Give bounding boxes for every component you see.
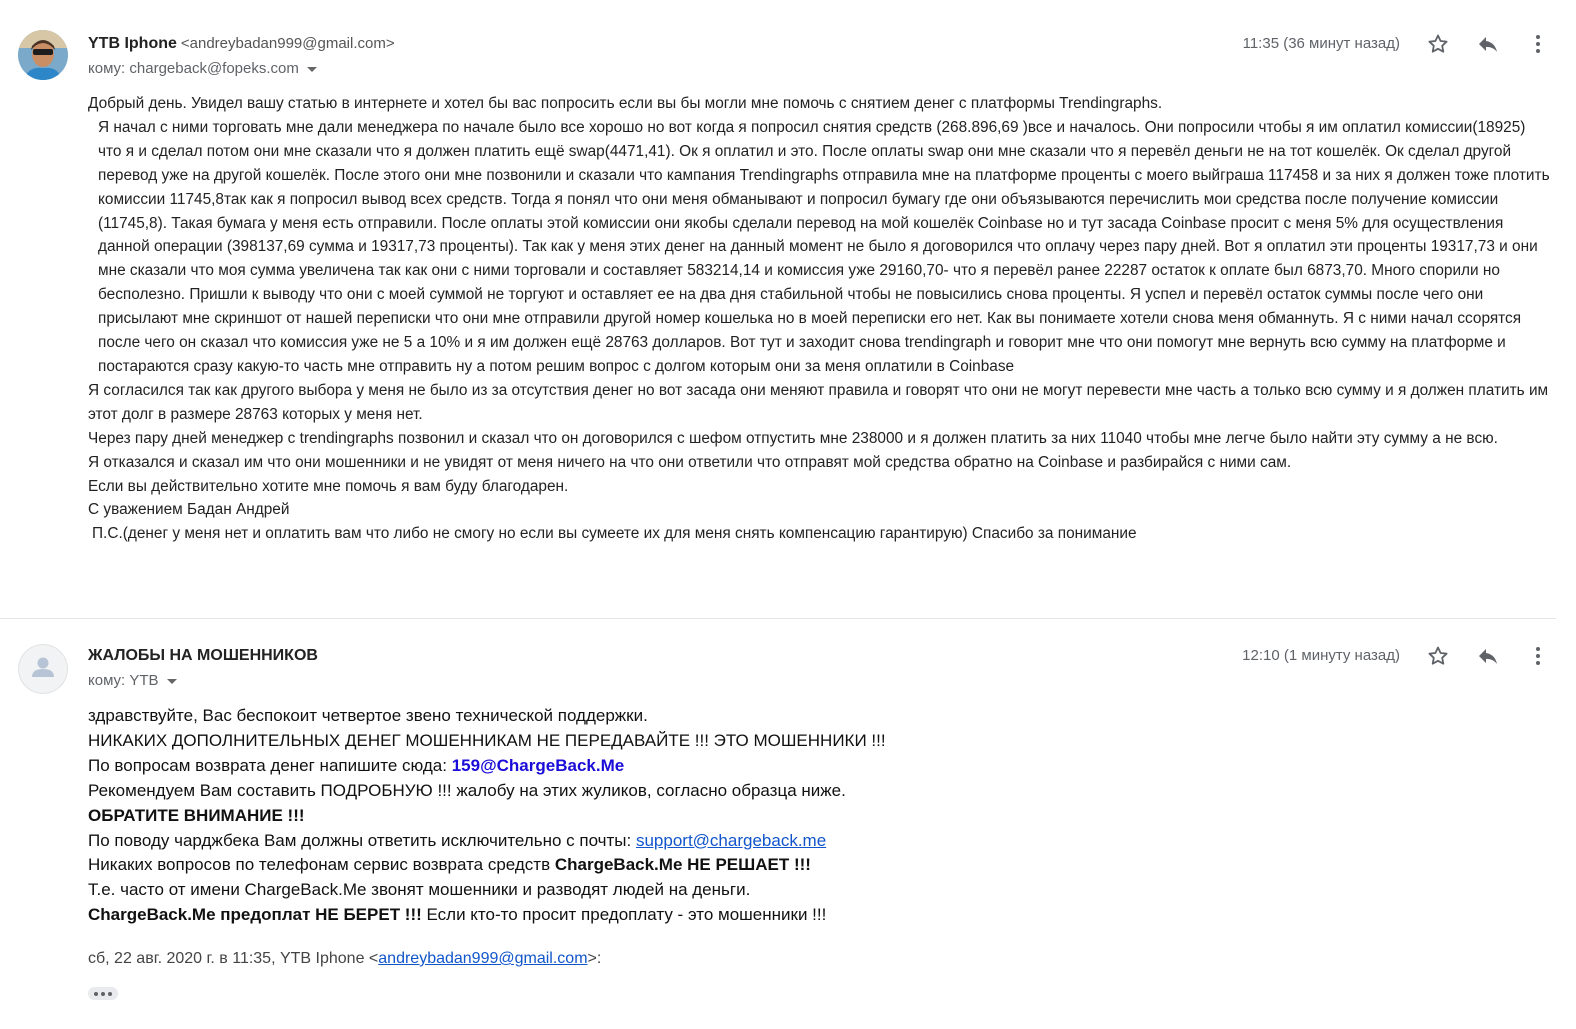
chevron-down-icon[interactable] bbox=[307, 67, 317, 72]
recipient-text: кому: YTB bbox=[88, 672, 159, 689]
body-paragraph: Добрый день. Увидел вашу статью в интернете и хотел бы вас попросить если вы бы могли мне помочь с снятием денег с платформы Trendingraphs. bbox=[88, 95, 1163, 112]
star-icon bbox=[1426, 32, 1450, 56]
body-paragraph: Я отказался и сказал им что они мошенники и не увидят от меня ничего на что они ответили что отправят мой средства обратно на Coinbase и разбирайся с ними сам. bbox=[88, 453, 1292, 471]
sender-name[interactable]: ЖАЛОБЫ НА МОШЕННИКОВ bbox=[88, 647, 318, 664]
reply-button[interactable] bbox=[1474, 30, 1502, 58]
recipient-line[interactable] bbox=[88, 672, 177, 689]
sender-line bbox=[88, 35, 395, 53]
email-message-2 bbox=[0, 620, 1576, 1029]
body-paragraph: Если вы действительно хотите мне помочь я вам буду благодарен. bbox=[88, 477, 569, 495]
reply-line bbox=[88, 903, 1388, 928]
reply-text: По поводу чарджбека Вам должны ответить исключительно с почты: bbox=[88, 830, 636, 850]
star-icon bbox=[1426, 644, 1450, 668]
contact-email[interactable]: 159@ChargeBack.Me bbox=[451, 755, 625, 775]
ellipsis-dot-icon bbox=[94, 992, 98, 996]
more-vert-icon bbox=[1526, 32, 1550, 56]
star-button[interactable] bbox=[1424, 30, 1452, 58]
reply-line bbox=[88, 829, 1388, 854]
show-trimmed-content-button[interactable] bbox=[88, 987, 118, 1000]
reply-body bbox=[88, 704, 1388, 928]
body-paragraph: П.С.(денег у меня нет и оплатить вам что либо не смогу но если вы сумеете их для меня снять компенсацию гарантирую) Спасибо за понимание bbox=[92, 525, 1137, 543]
sender-email: <andreybadan999@gmail.com> bbox=[180, 35, 395, 52]
sender-line bbox=[88, 647, 318, 665]
more-vert-icon bbox=[1526, 644, 1550, 668]
quote-suffix: >: bbox=[587, 950, 602, 967]
body-paragraph: Через пару дней менеджер с trendingraphs позвонил и сказал что он договорился с шефом отпустить мне 238000 и я должен платить за них 11040 чтобы мне легче было найти эту сумму а не всю. bbox=[88, 429, 1498, 447]
body-paragraph: Я согласился так как другого выбора у меня не было из за отсутствия денег но вот засада они меняют правила и говорят что они не могут перевести мне часть а только всю сумму и я должен платить им этот долг в размере 28763 которых у меня нет. bbox=[88, 381, 1549, 423]
reply-line bbox=[88, 853, 1388, 878]
reply-line: Т.е. часто от имени ChargeBack.Me звонят мошенники и разводят людей на деньги. bbox=[88, 880, 751, 900]
message-divider bbox=[0, 618, 1556, 619]
more-options-button[interactable] bbox=[1524, 642, 1552, 670]
sender-avatar[interactable] bbox=[18, 30, 68, 80]
reply-line: здравствуйте, Вас беспокоит четвертое звено технической поддержки. bbox=[88, 706, 648, 725]
ellipsis-dot-icon bbox=[101, 992, 105, 996]
message-body bbox=[88, 92, 1550, 546]
recipient-text: кому: chargeback@fopeks.com bbox=[88, 60, 299, 77]
reply-line bbox=[88, 754, 1388, 779]
body-paragraph: Я начал с ними торговать мне дали менеджера по начале было все хорошо но вот когда я попросил снятия средств (268.896,69 )все и началось. Они попросили чтобы я им оплатил комиссии(18925) что я и сделал потом они мне сказали что я должен платить ещё swap(4471,41). Ок я оплатил и это. После оплаты swap они мне сказали что я перевёл деньги не на тот кошелёк. Ок сделал другой перевод уже на другой кошелёк. После этого они мне позвонили и сказали что кампания Trendingraphs отправила мне на платформе проценты с моего выйграша 117458 и за них я должен тоже плотить комиссии 11745,8так как я попросил вывод всех средств. Тогда я понял что они меня обманывают и попросил бумагу где они объязываются перечислить мои средства после получение комиссии (11745,8). Такая бумага у меня есть отправили. После оплаты этой комиссии они якобы сделали перевод на мой кошелёк Coinbase но и тут засада Coinbase просит с меня 5% для осуществления данной операции (398137,69 сумма и 19317,73 проценты). Так как у меня этих денег на данный момент не было я договорился что оплачу через пару дней. Вот я оплатил эти проценты 19317,73 и они мне сказали что моя сумма увеличена так как они с ними торговали и составляет 583214,14 и комиссия уже 29160,70- что я перевёл ранее 22287 остаток к оплате был 6873,70. Много спорили но бесполезно. Пришли к выводу что они с моей суммой не торгуют и оставляет ее на два дня стабильной чтобы не повысились снова проценты. Я успел и перевёл остаток суммы после чего они присылают мне скриншот от нашей переписки что они мне отправили другой номер кошелька но в моей переписки его нет. Как вы понимаете хотели снова меня обманнуть. Я с ними начал ссорятся после чего он сказал что комиссия уже не 5 а 10% и я им должен ещё 28763 долларов. Вот тут и заходит снова trendingraph и говорит мне что они помогут мне вернуть всю сумму на платформе и постараются сразу какую-то часть мне отправить ну а потом решим вопрос с долгом которым они за меня оплатили в Coinbase bbox=[98, 118, 1550, 375]
recipient-line[interactable] bbox=[88, 60, 317, 77]
sender-name[interactable]: YTB Iphone bbox=[88, 35, 177, 52]
reply-line: ОБРАТИТЕ ВНИМАНИЕ !!! bbox=[88, 805, 305, 825]
reply-text: Если кто-то просит предоплату - это мошенники !!! bbox=[421, 905, 827, 925]
reply-line: Рекомендуем Вам составить ПОДРОБНУЮ !!! жалобу на этих жуликов, согласно образца ниже. bbox=[88, 780, 846, 800]
body-paragraph: С уважением Бадан Андрей bbox=[88, 501, 290, 519]
reply-bold-text: ChargeBack.Me НЕ РЕШАЕТ !!! bbox=[554, 855, 811, 875]
message-time: 11:35 (36 минут назад) bbox=[1242, 35, 1400, 52]
reply-icon bbox=[1476, 644, 1500, 668]
more-options-button[interactable] bbox=[1524, 30, 1552, 58]
support-email-link[interactable]: support@chargeback.me bbox=[635, 830, 827, 850]
person-icon bbox=[18, 644, 68, 694]
quoted-email-link[interactable]: andreybadan999@gmail.com bbox=[378, 950, 588, 967]
reply-text: По вопросам возврата денег напишите сюда: bbox=[88, 755, 452, 775]
star-button[interactable] bbox=[1424, 642, 1452, 670]
message-time: 12:10 (1 минуту назад) bbox=[1242, 647, 1400, 664]
quoted-header bbox=[88, 950, 601, 968]
reply-button[interactable] bbox=[1474, 642, 1502, 670]
reply-bold-text: ChargeBack.Me предоплат НЕ БЕРЕТ !!! bbox=[88, 905, 422, 925]
ellipsis-dot-icon bbox=[108, 992, 112, 996]
sender-avatar[interactable] bbox=[18, 644, 68, 694]
chevron-down-icon[interactable] bbox=[167, 679, 177, 684]
reply-icon bbox=[1476, 32, 1500, 56]
quote-prefix: сб, 22 авг. 2020 г. в 11:35, YTB Iphone < bbox=[88, 950, 379, 967]
reply-line: НИКАКИХ ДОПОЛНИТЕЛЬНЫХ ДЕНЕГ МОШЕННИКАМ НЕ ПЕРЕДАВАЙТЕ !!! ЭТО МОШЕННИКИ !!! bbox=[88, 730, 886, 750]
reply-text: Никаких вопросов по телефонам сервис возврата средств bbox=[88, 855, 555, 875]
